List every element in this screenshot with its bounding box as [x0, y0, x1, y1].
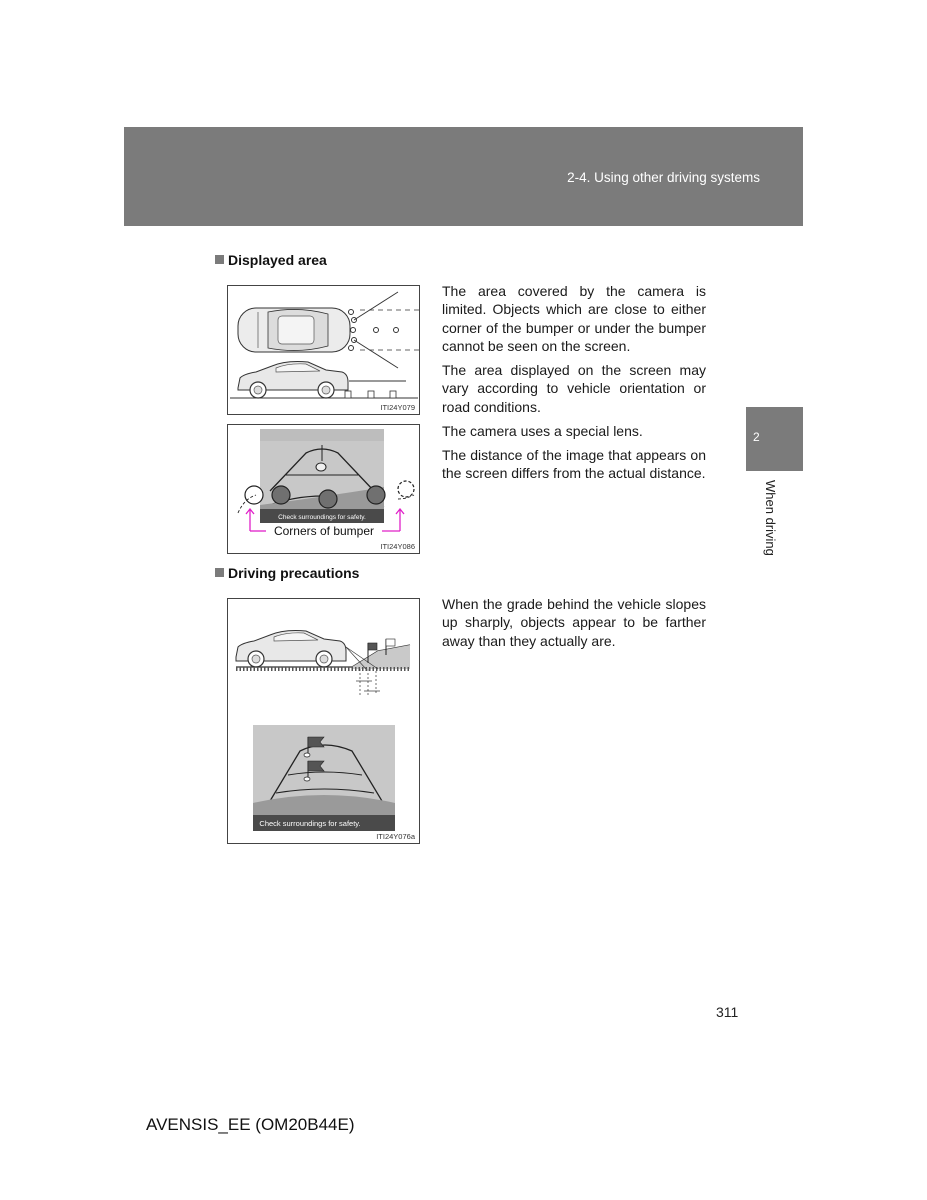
paragraph-camera-limited: The area covered by the camera is limited. Objects which are close to either corner of the bumper or under the bumper cannot be seen on the screen.: [442, 283, 706, 354]
slope-distance-illustration: [228, 599, 419, 843]
screen-warning-text: Check surroundings for safety.: [278, 514, 366, 521]
section-heading-displayed-area: [215, 252, 327, 268]
section-title: Displayed area: [228, 252, 327, 268]
paragraph-distance-differs: The distance of the image that appears on the screen differs from the actual distance.: [442, 447, 706, 482]
bumper-corners-illustration: [228, 425, 419, 553]
chapter-tab-number: 2: [753, 430, 760, 444]
paragraph-special-lens: The camera uses a special lens.: [442, 423, 643, 439]
camera-coverage-illustration: [228, 286, 419, 414]
paragraph-area-vary: The area displayed on the screen may vary according to vehicle orientation or road conditions.: [442, 362, 706, 415]
section-heading-driving-precautions: [215, 565, 359, 581]
footer-model-code: AVENSIS_EE (OM20B44E): [146, 1115, 355, 1134]
figure-code: ITI24Y086: [380, 542, 415, 551]
screen-warning-text: Check surroundings for safety.: [259, 819, 361, 828]
square-bullet-icon: [215, 568, 224, 577]
figure-code: ITI24Y076a: [376, 832, 415, 841]
chapter-header-band: [124, 127, 803, 226]
corners-of-bumper-label: Corners of bumper: [273, 524, 375, 538]
figure-bumper-corners: [227, 424, 420, 554]
chapter-section-title: 2-4. Using other driving systems: [567, 170, 760, 185]
section-title: Driving precautions: [228, 565, 360, 581]
paragraph-slope-warning: When the grade behind the vehicle slopes up sharply, objects appear to be farther away than they actually are.: [442, 596, 706, 649]
chapter-tab-label: When driving: [763, 480, 778, 556]
page-number: 311: [716, 1004, 739, 1020]
figure-slope-distance: [227, 598, 420, 844]
figure-camera-coverage: [227, 285, 420, 415]
chapter-tab: [746, 407, 803, 471]
figure-code: ITI24Y079: [380, 403, 415, 412]
square-bullet-icon: [215, 255, 224, 264]
